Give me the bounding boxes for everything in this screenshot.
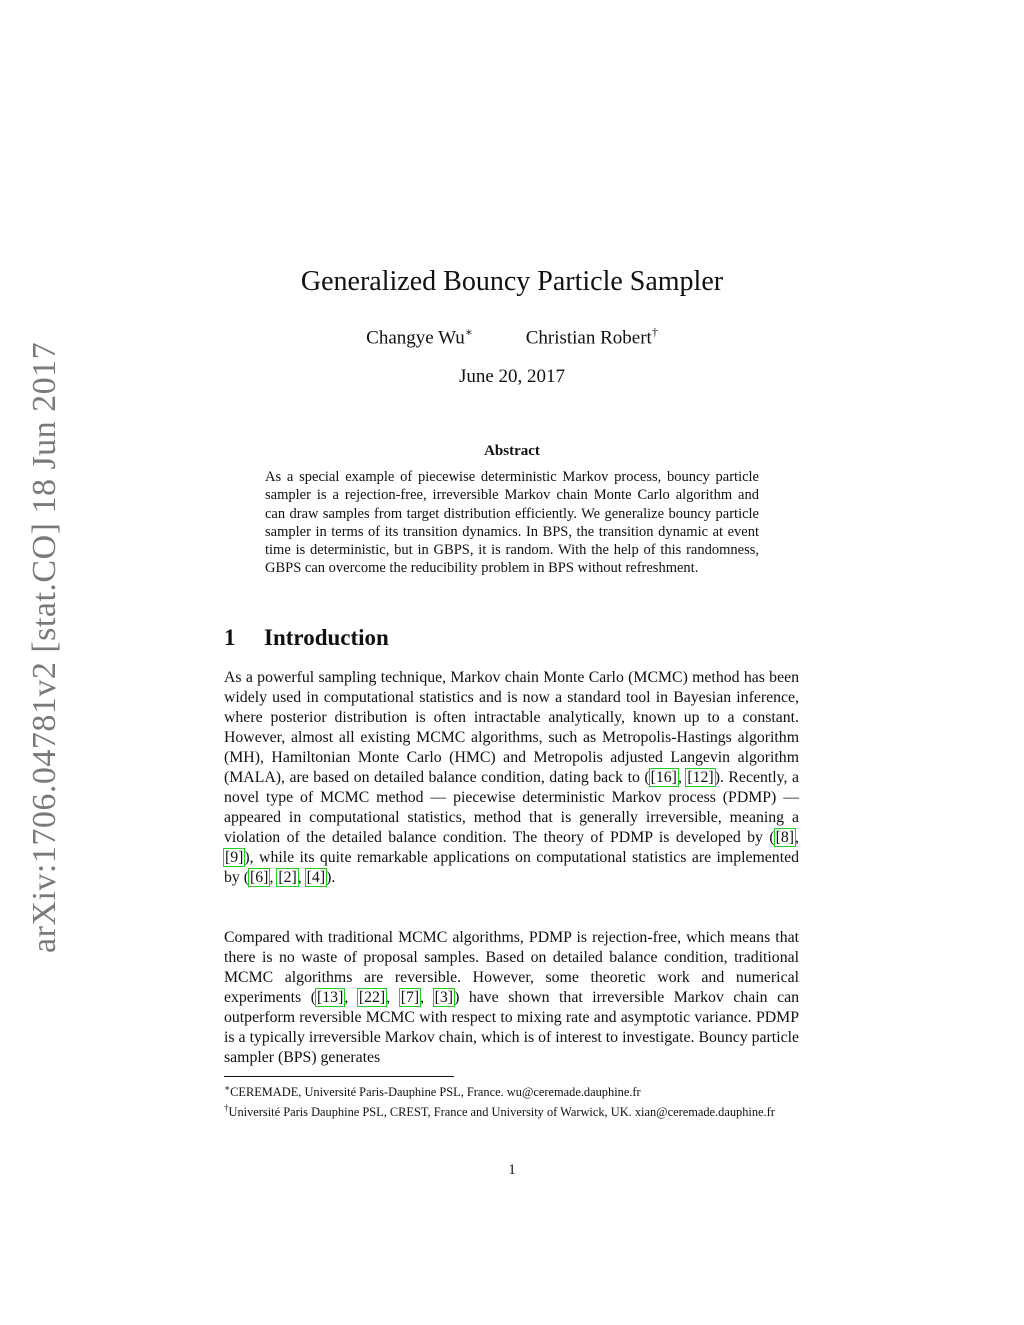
- author-2-name: Christian Robert: [525, 327, 652, 349]
- page-number: 1: [508, 1162, 516, 1178]
- footnote-2-mark: †: [224, 1103, 229, 1114]
- citation-link[interactable]: [2]: [278, 869, 297, 886]
- footnotes: [224, 1080, 799, 1120]
- citation-link[interactable]: [6]: [250, 869, 269, 886]
- citation-link[interactable]: [12]: [687, 769, 714, 786]
- citation-link[interactable]: [22]: [358, 989, 386, 1006]
- footnote-divider: [224, 1076, 454, 1077]
- abstract-text: As a special example of piecewise deterministic Markov process, bouncy particle sampler is a rejection-free, irreversible Markov chain Monte Carlo algorithm and can draw samples from target distribution efficiently. We generalize bouncy particle sampler in terms of its transition dynamics. In BPS, the transition dynamic at event time is deterministic, but in GBPS, it is random. With the help of this randomness, GBPS can overcome the reducibility problem in BPS without refreshment.: [265, 469, 759, 577]
- text-run: ,: [269, 869, 278, 886]
- abstract-heading: Abstract: [484, 443, 540, 459]
- text-run: ,: [795, 829, 799, 846]
- paper-date: June 20, 2017: [458, 366, 566, 387]
- section-number: 1: [224, 625, 236, 650]
- text-run: ,: [420, 989, 434, 1006]
- text-run: ).: [326, 869, 336, 886]
- citation-link[interactable]: [7]: [400, 989, 420, 1006]
- footnote-1-mark: ∗: [224, 1083, 231, 1093]
- citation-link[interactable]: [9]: [225, 849, 244, 866]
- footnote-1-text: CEREMADE, Université Paris-Dauphine PSL, France. wu@ceremade.dauphine.fr: [230, 1085, 641, 1100]
- text-run: ), while its quite remarkable applications on computational statistics are implemented by (: [224, 849, 799, 886]
- author-1-mark: ∗: [464, 325, 473, 339]
- citation-link[interactable]: [3]: [434, 989, 454, 1006]
- footnote-2-text: Université Paris Dauphine PSL, CREST, France and University of Warwick, UK. xian@ceremade.dauphine.fr: [228, 1105, 775, 1120]
- text-run: ,: [677, 769, 687, 786]
- text-run: ) have shown that irreversible Markov chain can outperform reversible MCMC with respect to mixing rate and asymptotic variance. PDMP is a typically irreversible Markov chain, which is of interest to investigate. Bouncy particle sampler (BPS) generates: [224, 989, 800, 1066]
- text-run: ). Recently, a novel type of MCMC method — piecewise deterministic Markov process (PDMP) — appeared in computational statistics, method that is generally irreversible, meaning a violation of the detailed balance condition. The theory of PDMP is developed by (: [224, 769, 799, 846]
- paper-title: Generalized Bouncy Particle Sampler: [300, 266, 724, 297]
- section-title: Introduction: [264, 625, 389, 650]
- intro-paragraph-2: [224, 928, 799, 1068]
- author-1: [366, 325, 473, 349]
- text-run: As a powerful sampling technique, Markov chain Monte Carlo (MCMC) method has been widely used in computational statistics and is now a standard tool in Bayesian inference, where posterior distribution is often intractable analytically, known up to a constant. However, almost all existing MCMC algorithms, such as Metropolis-Hastings algorithm (MH), Hamiltonian Monte Carlo (HMC) and Metropolis adjusted Langevin algorithm (MALA), are based on detailed balance condition, dating back to (: [224, 669, 799, 786]
- author-list: [0, 325, 1024, 349]
- citation-link[interactable]: [13]: [317, 989, 344, 1006]
- author-2: [526, 325, 658, 349]
- intro-paragraph-1: [224, 668, 799, 888]
- text-run: Compared with traditional MCMC algorithms, PDMP is rejection-free, which means that there is no waste of proposal samples. Based on detailed balance condition, traditional MCMC algorithms are reversible. However, some theoretic work and numerical experiments (: [224, 929, 799, 1006]
- author-1-name: Changye Wu: [366, 327, 465, 349]
- citation-link[interactable]: [4]: [306, 869, 326, 886]
- text-run: ,: [386, 989, 400, 1006]
- citation-link[interactable]: [8]: [775, 829, 795, 846]
- arxiv-identifier-stamp: arXiv:1706.04781v2 [stat.CO] 18 Jun 2017: [26, 341, 63, 953]
- author-2-mark: †: [651, 325, 658, 339]
- citation-link[interactable]: [16]: [650, 769, 677, 786]
- text-run: ,: [344, 989, 358, 1006]
- footnote-2: [224, 1100, 799, 1120]
- section-heading: [224, 625, 389, 651]
- footnote-1: [224, 1080, 799, 1100]
- text-run: ,: [297, 869, 306, 886]
